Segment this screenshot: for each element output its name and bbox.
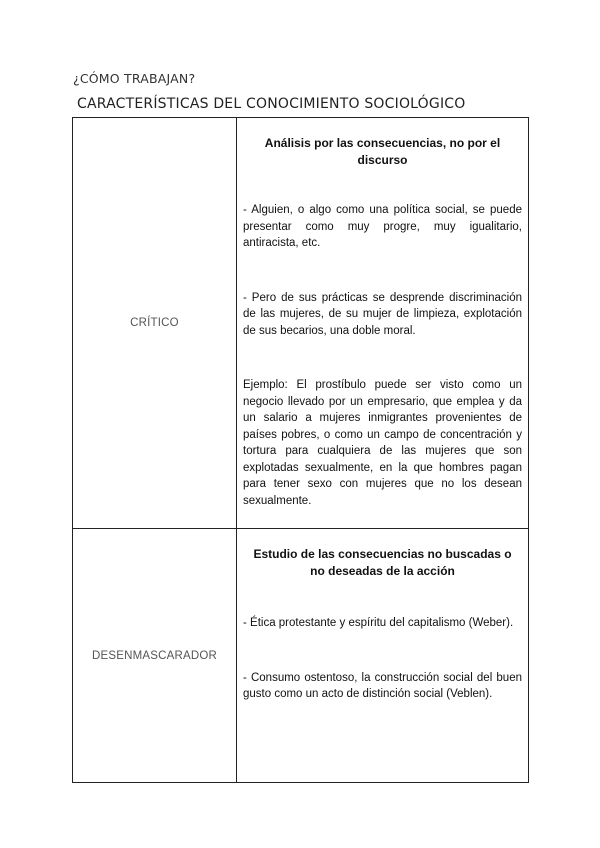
paragraph: Ejemplo: El prostíbulo puede ser visto como un negocio llevado por un empresario, que emplea y da un salario a mujeres inmigrantes provenientes de países pobres, o como un campo de concentración y tortura para cualquiera de las mujeres que son explotadas sexualmente, en la que hombres pagan para tener sexo con mujeres que no los desean sexualmente. bbox=[243, 379, 522, 507]
paragraph: - Alguien, o algo como una política social, se puede presentar como muy progre, muy igualitario, antiracista, etc. bbox=[243, 204, 522, 249]
row-content-critico bbox=[237, 118, 529, 529]
row-label-critico: CRÍTICO bbox=[73, 118, 237, 529]
row-heading: Análisis por las consecuencias, no por el discurso bbox=[264, 136, 501, 167]
row-heading: Estudio de las consecuencias no buscadas o no deseadas de la acción bbox=[253, 547, 512, 578]
row-label-desenmascarador: DESENMASCARADOR bbox=[73, 529, 237, 783]
table-row bbox=[73, 118, 529, 529]
table-row bbox=[73, 529, 529, 783]
characteristics-table bbox=[72, 117, 529, 783]
row-content-desenmascarador bbox=[237, 529, 529, 783]
paragraph: - Consumo ostentoso, la construcción social del buen gusto como un acto de distinción social (Veblen). bbox=[243, 671, 522, 700]
paragraph: - Pero de sus prácticas se desprende discriminación de las mujeres, de su mujer de limpieza, explotación de sus becarios, una doble moral. bbox=[243, 291, 522, 337]
section-kicker: ¿CÓMO TRABAJAN? bbox=[73, 71, 196, 86]
paragraph: - Ética protestante y espíritu del capitalismo (Weber). bbox=[243, 617, 514, 629]
document-title: CARACTERÍSTICAS DEL CONOCIMIENTO SOCIOLÓGICO bbox=[77, 96, 466, 112]
